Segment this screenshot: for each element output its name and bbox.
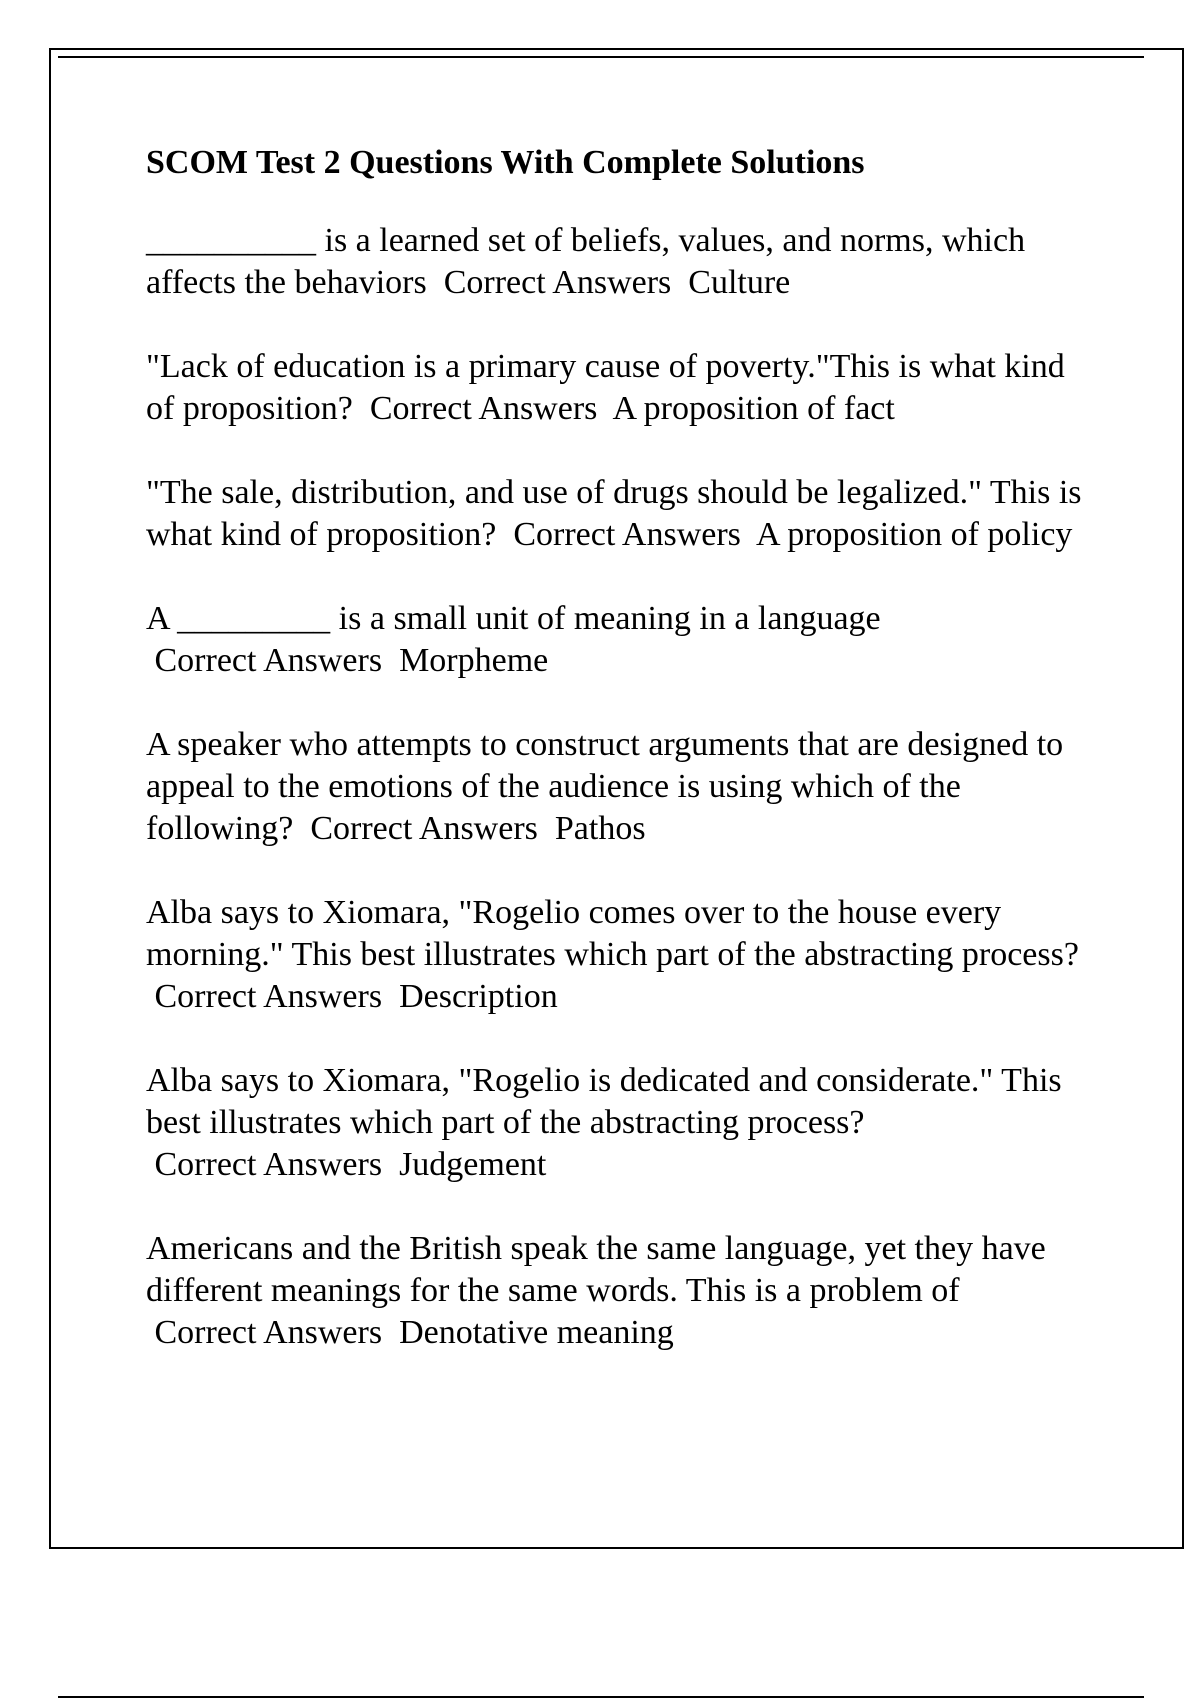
qa-item	[146, 724, 1096, 850]
qa-item	[146, 598, 1096, 682]
top-rule	[58, 56, 1144, 58]
answer-text: Morpheme	[399, 642, 549, 679]
answer-text: A proposition of fact	[612, 390, 895, 427]
question-text: "The sale, distribution, and use of drugs should be legalized." This is what kind of proposition?	[146, 474, 1082, 553]
question-text: Alba says to Xiomara, "Rogelio is dedicated and considerate." This best illustrates which part of the abstracting process?	[146, 1062, 1062, 1141]
answer-text: Denotative meaning	[399, 1314, 674, 1351]
answer-label: Correct Answers	[154, 1314, 383, 1351]
question-text: __________ is a learned set of beliefs, values, and norms, which affects the behaviors	[146, 222, 1026, 301]
qa-item	[146, 220, 1096, 304]
question-text: A _________ is a small unit of meaning in a language	[146, 600, 881, 637]
question-text: "Lack of education is a primary cause of poverty."This is what kind of proposition?	[146, 348, 1065, 427]
answer-text: Judgement	[399, 1146, 547, 1183]
answer-label: Correct Answers	[369, 390, 598, 427]
bottom-rule	[58, 1696, 1144, 1698]
answer-text: Pathos	[554, 810, 646, 847]
document-body	[146, 142, 1096, 1396]
qa-item	[146, 472, 1096, 556]
answer-text: A proposition of policy	[756, 516, 1073, 553]
question-text: A speaker who attempts to construct arguments that are designed to appeal to the emotions of the audience is using which of the following?	[146, 726, 1064, 847]
qa-item	[146, 1228, 1096, 1354]
answer-label: Correct Answers	[513, 516, 741, 553]
answer-text: Description	[399, 978, 558, 1015]
answer-text: Culture	[688, 264, 791, 301]
document-title: SCOM Test 2 Questions With Complete Solutions	[146, 144, 865, 181]
question-text: Alba says to Xiomara, "Rogelio comes over to the house every morning." This best illustrates which part of the abstracting process?	[146, 894, 1079, 973]
qa-item	[146, 346, 1096, 430]
qa-item	[146, 892, 1096, 1018]
answer-label: Correct Answers	[443, 264, 672, 301]
question-text: Americans and the British speak the same language, yet they have different meanings for the same words. This is a problem of	[146, 1230, 1046, 1309]
qa-item	[146, 1060, 1096, 1186]
answer-label: Correct Answers	[154, 978, 383, 1015]
answer-label: Correct Answers	[310, 810, 538, 847]
answer-label: Correct Answers	[154, 642, 383, 679]
answer-label: Correct Answers	[154, 1146, 383, 1183]
